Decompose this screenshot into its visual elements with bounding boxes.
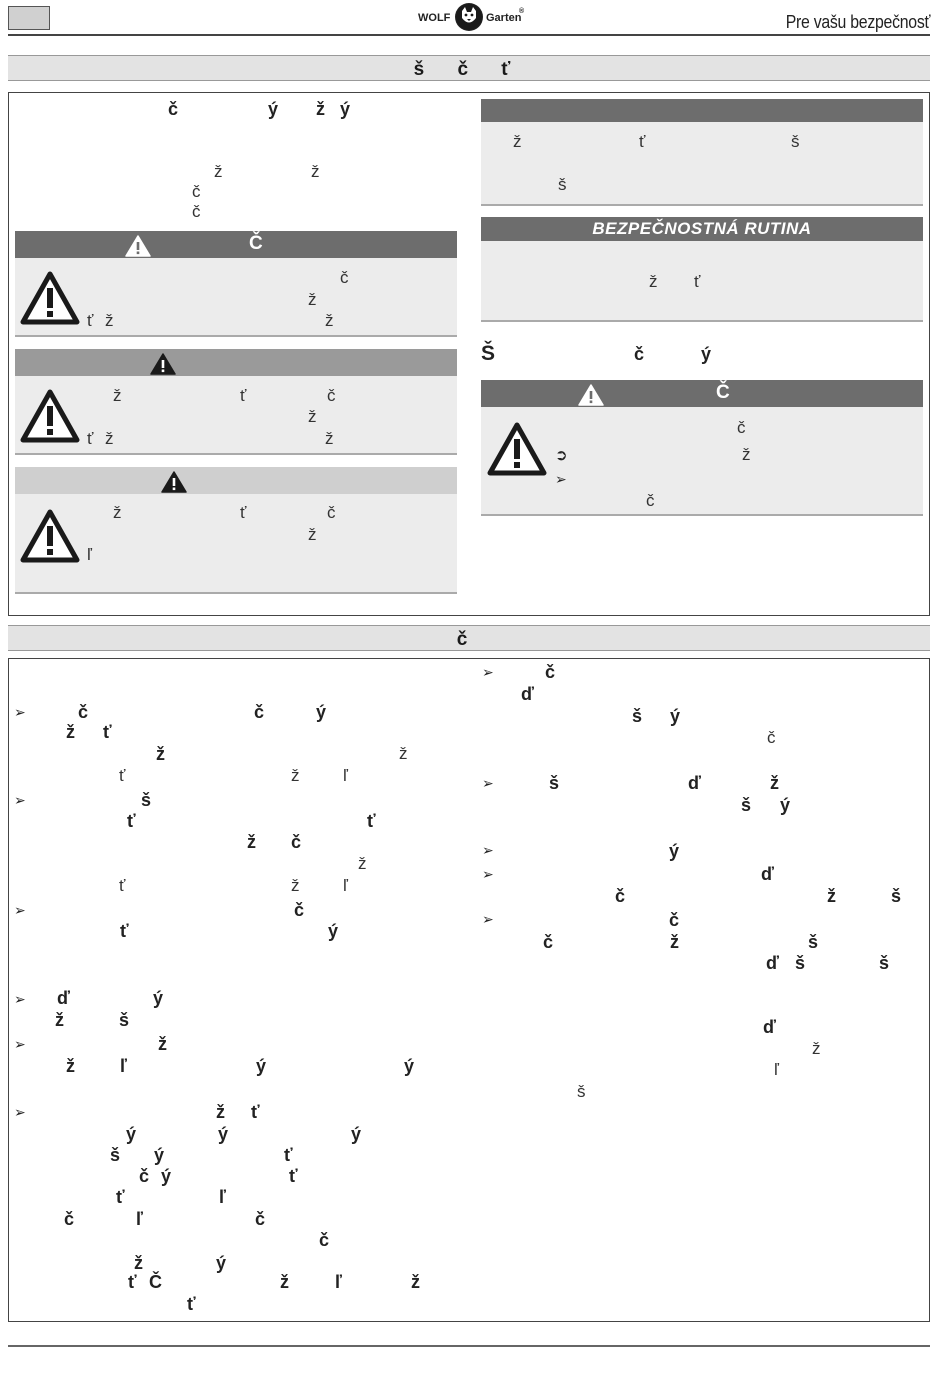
text-glyph: š: [795, 953, 806, 973]
text-glyph: ý: [328, 921, 339, 941]
warning-triangle-icon: [20, 509, 80, 563]
panel-glyph: š: [791, 132, 800, 151]
notice-panel-header: [481, 99, 923, 122]
text-glyph: ď: [57, 988, 70, 1008]
warning-triangle-icon: [161, 471, 187, 493]
text-glyph: ý: [316, 702, 327, 722]
intro-glyph: č: [192, 182, 201, 201]
section-bar-safety: [8, 55, 930, 81]
panel-glyph: č: [327, 386, 336, 405]
text-glyph: ý: [351, 1124, 362, 1144]
text-glyph: ž: [55, 1010, 64, 1030]
subheading-glyph: Š: [481, 342, 496, 365]
text-glyph: ť: [289, 1166, 298, 1186]
logo-brand-right: Garten: [486, 12, 522, 24]
operation-frame: [8, 658, 930, 1322]
text-glyph: ď: [766, 953, 779, 973]
text-glyph: ť: [116, 1187, 125, 1207]
text-glyph: ď: [688, 773, 701, 793]
text-glyph: ť: [284, 1145, 293, 1165]
arrow-bullet-icon: ➢: [14, 902, 26, 918]
warning-panel-header: [15, 349, 457, 376]
text-glyph: ť: [128, 1272, 137, 1292]
text-glyph: ž: [358, 854, 367, 873]
panel-glyph: ť: [639, 132, 646, 151]
text-glyph: ď: [521, 684, 534, 704]
panel-glyph: ž: [513, 132, 522, 151]
panel-glyph: ž: [325, 311, 334, 330]
intro-glyph: ž: [311, 162, 320, 181]
text-glyph: ž: [399, 744, 408, 763]
section-title: č: [456, 629, 482, 650]
text-glyph: š: [808, 932, 819, 952]
arrow-bullet-icon: ➢: [482, 842, 494, 858]
text-glyph: č: [254, 702, 265, 722]
text-glyph: ď: [763, 1017, 776, 1037]
text-glyph: ť: [367, 811, 376, 831]
text-glyph: ž: [216, 1102, 225, 1122]
arrow-bullet-icon: ➢: [482, 866, 494, 882]
section-title: š č ť: [413, 59, 525, 80]
text-glyph: č: [767, 728, 776, 747]
text-glyph: š: [549, 773, 560, 793]
arrow-bullet-icon: ➢: [14, 1104, 26, 1120]
panel-glyph: ž: [113, 386, 122, 405]
intro-glyph: ž: [214, 162, 223, 181]
danger-panel-header: [15, 231, 457, 258]
text-glyph: ý: [780, 795, 791, 815]
text-glyph: ý: [126, 1124, 137, 1144]
intro-heading-glyph: ž: [316, 99, 325, 119]
text-glyph: ý: [153, 988, 164, 1008]
text-glyph: ž: [291, 766, 300, 785]
logo-trademark: ®: [519, 8, 525, 15]
text-glyph: ž: [66, 722, 75, 742]
text-glyph: ľ: [335, 1272, 342, 1292]
text-glyph: č: [139, 1166, 150, 1186]
text-glyph: ý: [404, 1056, 415, 1076]
text-glyph: ť: [127, 811, 136, 831]
subheading-glyph: ý: [701, 344, 712, 364]
warning-triangle-icon: [20, 389, 80, 443]
panel-glyph: č: [646, 491, 655, 510]
text-glyph: š: [141, 790, 152, 810]
panel-glyph: ž: [105, 311, 114, 330]
text-glyph: ž: [291, 876, 300, 895]
text-glyph: ž: [827, 886, 836, 906]
panel-glyph: ž: [113, 503, 122, 522]
page-title: Pre vašu bezpečnosť: [785, 12, 930, 32]
text-glyph: š: [119, 1010, 130, 1030]
warning-triangle-icon: [487, 422, 547, 476]
text-glyph: č: [291, 832, 302, 852]
text-glyph: š: [632, 706, 643, 726]
text-glyph: ť: [103, 722, 112, 742]
text-glyph: š: [891, 886, 902, 906]
text-glyph: š: [110, 1145, 121, 1165]
header-divider: [8, 34, 930, 36]
text-glyph: š: [879, 953, 890, 973]
text-glyph: č: [78, 702, 89, 722]
text-glyph: ľ: [136, 1209, 143, 1229]
text-glyph: č: [543, 932, 554, 952]
wolf-garten-logo: [418, 3, 528, 33]
arrow-bullet-icon: ➢: [14, 1036, 26, 1052]
arrow-bullet-icon: ➢: [482, 911, 494, 927]
panel-glyph: ž: [105, 429, 114, 448]
text-glyph: ž: [812, 1039, 821, 1058]
text-glyph: š: [577, 1082, 586, 1101]
subheading-glyph: č: [634, 344, 645, 364]
arrow-bullet-icon: ➢: [482, 775, 494, 791]
logo-brand-left: WOLF: [418, 12, 451, 24]
text-glyph: ž: [247, 832, 256, 852]
panel-glyph: č: [737, 418, 746, 437]
text-glyph: ý: [216, 1253, 227, 1273]
danger-panel-right-header: [481, 380, 923, 407]
text-glyph: ž: [411, 1272, 420, 1292]
warning-triangle-icon: [20, 271, 80, 325]
panel-glyph: ž: [742, 445, 751, 464]
text-glyph: ľ: [219, 1187, 226, 1207]
panel-glyph: ť: [240, 386, 247, 405]
text-glyph: ž: [280, 1272, 289, 1292]
text-glyph: ž: [66, 1056, 75, 1076]
text-glyph: ž: [770, 773, 779, 793]
danger-header-glyph: Č: [716, 382, 730, 403]
text-glyph: č: [319, 1230, 330, 1250]
text-glyph: č: [255, 1209, 266, 1229]
arrow-bullet-icon: ➢: [555, 471, 567, 487]
wolf-head-icon: [455, 3, 483, 31]
panel-glyph: č: [340, 268, 349, 287]
text-glyph: ý: [218, 1124, 229, 1144]
text-glyph: ď: [761, 864, 774, 884]
text-glyph: ý: [256, 1056, 267, 1076]
text-glyph: ž: [156, 744, 165, 764]
text-glyph: ý: [669, 841, 680, 861]
text-glyph: ľ: [774, 1060, 779, 1079]
text-glyph: ť: [119, 876, 126, 895]
text-glyph: ľ: [120, 1056, 127, 1076]
intro-heading-glyph: č: [168, 99, 179, 119]
text-glyph: Č: [149, 1272, 162, 1292]
text-glyph: ť: [251, 1102, 260, 1122]
section-bar-operation: [8, 625, 930, 651]
caution-panel-header: [15, 467, 457, 494]
text-glyph: ľ: [343, 766, 348, 785]
panel-glyph: ž: [649, 272, 658, 291]
panel-glyph: č: [327, 503, 336, 522]
text-glyph: č: [64, 1209, 75, 1229]
panel-glyph: ž: [308, 290, 317, 309]
panel-glyph: ž: [308, 407, 317, 426]
panel-glyph: ť: [87, 429, 94, 448]
page-number-box: [8, 6, 50, 30]
text-glyph: ť: [187, 1294, 196, 1314]
arrow-bullet-icon: ➢: [14, 792, 26, 808]
arrow-bullet-icon: ➢: [14, 704, 26, 720]
panel-glyph: ť: [87, 311, 94, 330]
text-glyph: č: [615, 886, 626, 906]
text-glyph: ý: [154, 1145, 165, 1165]
warning-triangle-icon: [125, 235, 151, 257]
text-glyph: č: [294, 900, 305, 920]
panel-glyph: ž: [325, 429, 334, 448]
danger-header-glyph: Č: [249, 233, 263, 254]
warning-triangle-icon: [578, 384, 604, 406]
arrow-bullet-icon: ➢: [14, 991, 26, 1007]
warning-triangle-icon: [150, 353, 176, 375]
arrow-bullet-icon: ➢: [482, 664, 494, 680]
text-glyph: ť: [119, 766, 126, 785]
text-glyph: č: [545, 662, 556, 682]
safety-routine-label: BEZPEČNOSTNÁ RUTINA: [592, 219, 812, 238]
text-glyph: š: [741, 795, 752, 815]
intro-glyph: č: [192, 202, 201, 221]
text-glyph: ľ: [343, 876, 348, 895]
text-glyph: ý: [670, 706, 681, 726]
text-glyph: ž: [158, 1034, 167, 1054]
text-glyph: ž: [134, 1253, 143, 1273]
intro-heading-glyph: ý: [340, 99, 351, 119]
text-glyph: ý: [161, 1166, 172, 1186]
intro-heading-glyph: ý: [268, 99, 279, 119]
panel-glyph: ť: [240, 503, 247, 522]
panel-glyph: š: [558, 175, 567, 194]
panel-glyph: ť: [694, 272, 701, 291]
text-glyph: č: [669, 910, 680, 930]
circle-arrow-icon: ➲: [555, 447, 568, 464]
safety-routine-header: [481, 217, 923, 241]
panel-glyph: ž: [308, 525, 317, 544]
text-glyph: ž: [670, 932, 679, 952]
panel-glyph: ľ: [87, 545, 92, 564]
footer-divider: [8, 1345, 930, 1347]
text-glyph: ť: [120, 921, 129, 941]
